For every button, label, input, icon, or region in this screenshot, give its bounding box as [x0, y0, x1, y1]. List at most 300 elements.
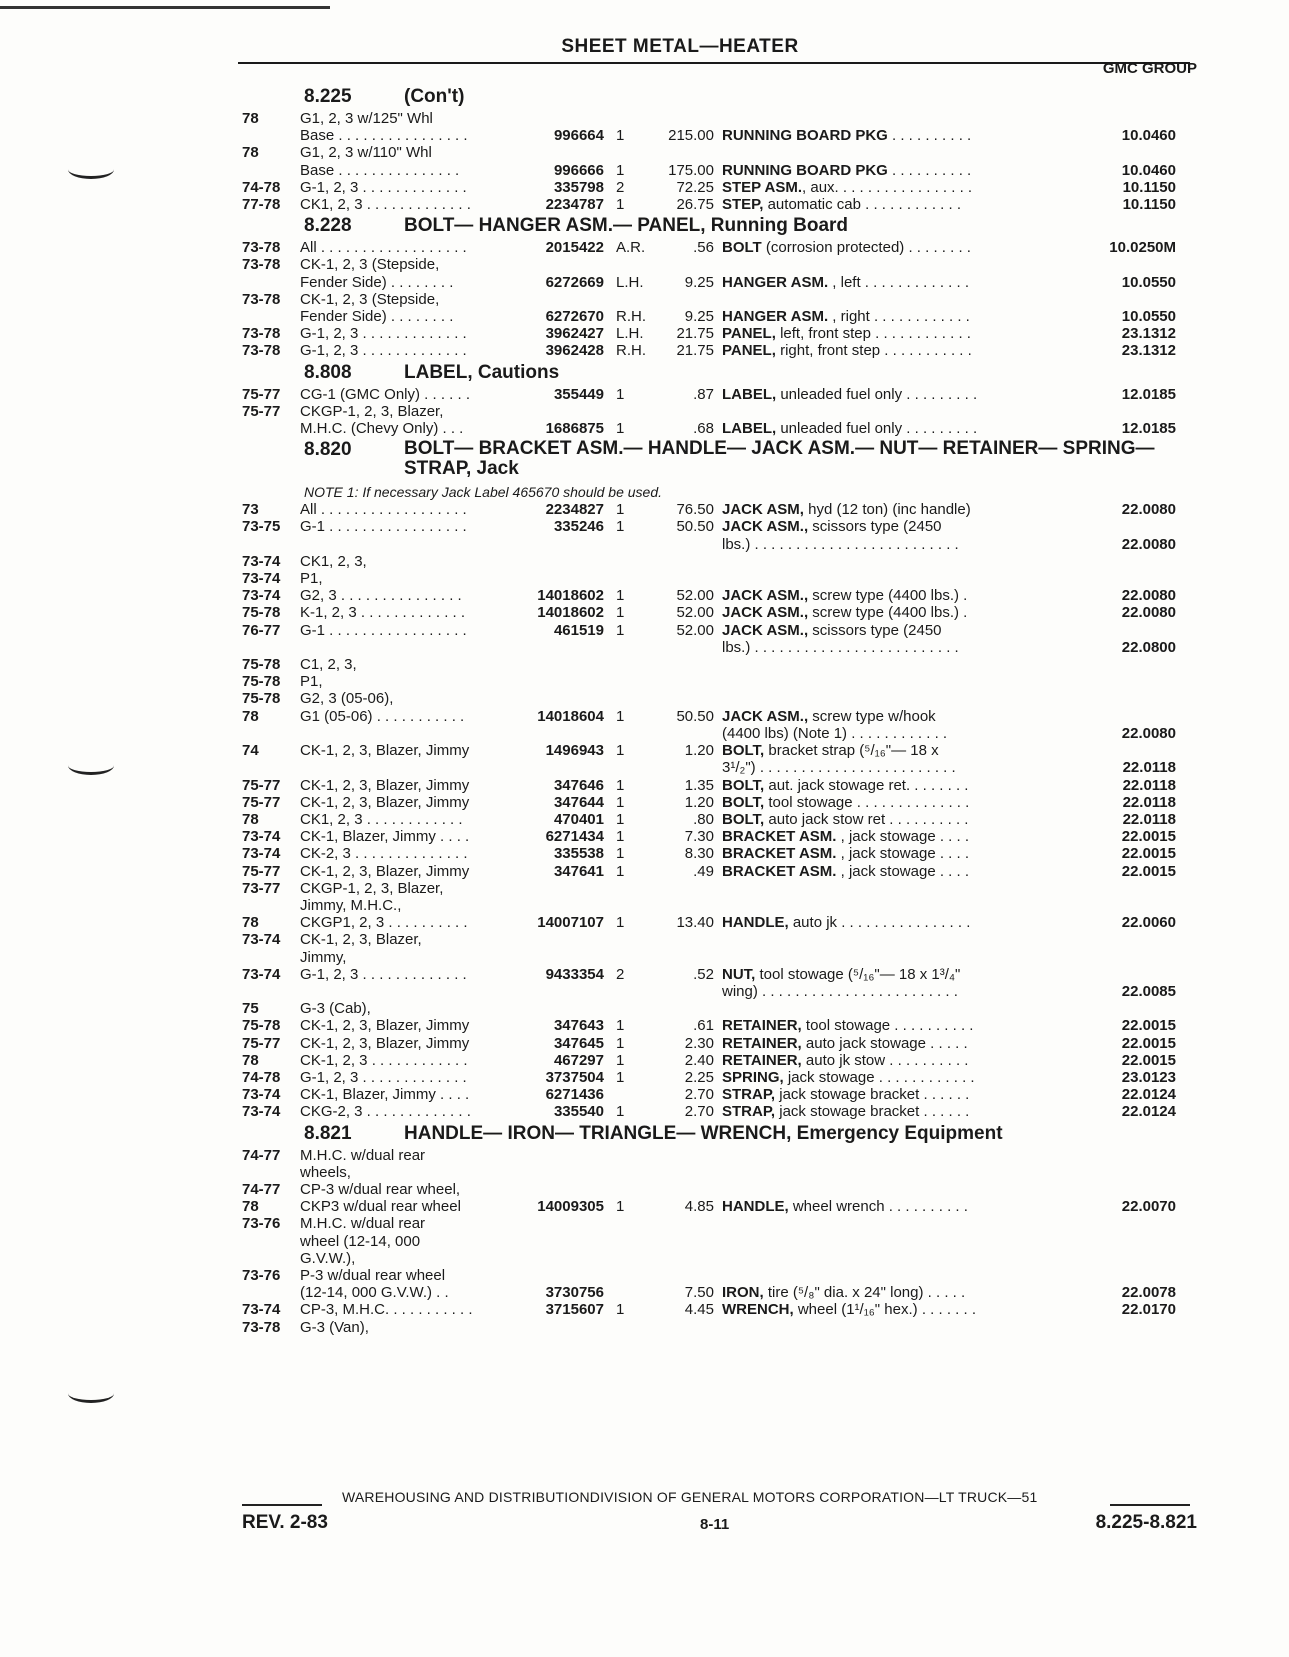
part-number	[518, 553, 604, 570]
model-application: CK-1, 2, 3, Blazer, Jimmy	[300, 1017, 470, 1035]
quantity	[604, 880, 644, 897]
part-description	[714, 570, 1036, 587]
part-description: JACK ASM., screw type w/hook	[722, 707, 936, 725]
model-application: G-1, 2, 3 . . . . . . . . . . . . .	[300, 1068, 467, 1086]
part-name: BRACKET ASM.	[722, 845, 837, 863]
model-application: G-1 . . . . . . . . . . . . . . . . .	[300, 621, 467, 639]
quantity: 1	[616, 1068, 625, 1086]
part-name: PANEL,	[722, 342, 776, 360]
part-number	[518, 110, 604, 127]
part-description	[714, 291, 1036, 308]
price	[644, 1250, 714, 1267]
quantity: 1	[616, 501, 625, 519]
model-application: wheels,	[300, 1163, 351, 1181]
part-description	[714, 1319, 1036, 1336]
part-description	[714, 690, 1036, 707]
reference-code: 10.0550	[1121, 273, 1176, 291]
reference-code: 22.0015	[1121, 828, 1176, 846]
reference-code: 22.0078	[1121, 1284, 1176, 1302]
quantity	[604, 1147, 644, 1164]
parts-row	[242, 914, 1192, 931]
binder-hole-mark	[68, 756, 114, 775]
model-application: K-1, 2, 3 . . . . . . . . . . . . .	[300, 604, 466, 622]
part-number: 996666	[553, 161, 604, 179]
reference-code: 22.0060	[1121, 914, 1176, 932]
reference-code	[1036, 144, 1176, 161]
model-application	[300, 639, 518, 656]
parts-row	[242, 386, 1192, 403]
section-title: BOLT— HANGER ASM.— PANEL, Running Board	[404, 215, 849, 237]
quantity	[604, 144, 644, 161]
quantity	[604, 291, 644, 308]
price	[644, 144, 714, 161]
price	[644, 1319, 714, 1336]
part-number: 347646	[553, 776, 604, 794]
model-year: 73-74	[242, 1103, 281, 1121]
model-year: 73-74	[242, 1301, 281, 1319]
part-number: 1496943	[545, 742, 604, 760]
reference-code	[1036, 1233, 1176, 1250]
part-name: LABEL,	[722, 385, 777, 403]
part-description: STRAP, jack stowage bracket . . . . . .	[722, 1103, 970, 1121]
part-name: WRENCH,	[722, 1301, 794, 1319]
part-number: 2234787	[545, 196, 604, 214]
part-number: 6271436	[545, 1086, 604, 1104]
reference-code: 22.0118	[1122, 793, 1176, 811]
price: 9.25	[684, 308, 714, 326]
reference-code: 22.0015	[1121, 1017, 1176, 1035]
price	[644, 403, 714, 420]
quantity: 1	[616, 828, 625, 846]
part-number	[518, 897, 604, 914]
model-year	[242, 536, 300, 553]
section-note: NOTE 1: If necessary Jack Label 465670 should be used.	[304, 484, 662, 501]
reference-code	[1036, 742, 1176, 759]
model-application: G-1, 2, 3 . . . . . . . . . . . . .	[300, 178, 467, 196]
quantity: 1	[616, 914, 625, 932]
model-year: 73-78	[242, 325, 281, 343]
part-number: 335538	[553, 845, 604, 863]
part-name: HANDLE,	[722, 914, 789, 932]
part-number	[518, 144, 604, 161]
model-year	[242, 420, 300, 437]
quantity	[604, 1164, 644, 1181]
part-description: LABEL, unleaded fuel only . . . . . . . . .	[722, 385, 978, 403]
model-year: 76-77	[242, 621, 281, 639]
model-year: 78	[242, 110, 259, 127]
part-number	[518, 656, 604, 673]
model-application: CK-1, 2, 3 (Stepside,	[300, 256, 440, 274]
parts-row	[242, 1181, 1192, 1198]
model-application	[300, 759, 518, 776]
section-heading	[242, 362, 1192, 386]
page-title: SHEET METAL—HEATER	[561, 36, 799, 57]
quantity: 1	[616, 742, 625, 760]
part-description: BRACKET ASM. , jack stowage . . . .	[722, 862, 970, 880]
model-application: G1, 2, 3 w/125" Whl	[300, 110, 433, 127]
parts-row	[242, 1319, 1192, 1336]
part-name: BRACKET ASM.	[722, 862, 837, 880]
section-heading	[242, 439, 1192, 483]
price	[644, 673, 714, 690]
parts-row	[242, 863, 1192, 880]
parts-row	[242, 308, 1192, 325]
part-name: HANDLE,	[722, 1198, 789, 1216]
model-year: 73-75	[242, 518, 281, 536]
parts-row	[242, 1250, 1192, 1267]
model-year: 75-77	[242, 862, 281, 880]
price	[644, 1000, 714, 1017]
model-year	[242, 949, 300, 966]
revision-label: REV. 2-83	[242, 1512, 328, 1533]
reference-code: 10.0550	[1121, 308, 1176, 326]
quantity: 1	[616, 196, 625, 214]
model-year: 78	[242, 707, 259, 725]
section-title: LABEL, Cautions	[404, 361, 560, 383]
part-description: 3¹/₂") . . . . . . . . . . . . . . . . . . . . . . . .	[722, 759, 956, 777]
part-description: HANDLE, auto jk . . . . . . . . . . . . . . . .	[722, 914, 971, 932]
quantity: 1	[616, 587, 625, 605]
model-application: CK1, 2, 3 . . . . . . . . . . . .	[300, 810, 463, 828]
part-description: JACK ASM., screw type (4400 lbs.) .	[722, 587, 968, 605]
part-description: IRON, tire (⁵/₈" dia. x 24" long) . . . . .	[722, 1284, 966, 1302]
quantity: 1	[616, 385, 625, 403]
reference-code	[1036, 673, 1176, 690]
part-number: 3730756	[545, 1284, 604, 1302]
reference-code	[1036, 1000, 1176, 1017]
model-year	[242, 1250, 300, 1267]
part-description	[714, 1147, 1036, 1164]
price: 4.85	[684, 1198, 714, 1216]
part-description	[714, 1267, 1036, 1284]
model-application: CK-1, 2, 3, Blazer, Jimmy	[300, 862, 470, 880]
model-application: CK-1, 2, 3, Blazer,	[300, 931, 422, 949]
model-application: Base . . . . . . . . . . . . . . . .	[300, 127, 468, 145]
reference-code: 10.1150	[1122, 196, 1176, 214]
model-year	[242, 308, 300, 325]
reference-code: 22.0170	[1121, 1301, 1176, 1319]
quantity	[604, 553, 644, 570]
model-application: G-3 (Cab),	[300, 1000, 371, 1018]
parts-row	[242, 325, 1192, 342]
parts-row	[242, 794, 1192, 811]
part-description: BRACKET ASM. , jack stowage . . . .	[722, 845, 970, 863]
part-name: NUT,	[722, 965, 756, 983]
part-number	[518, 1319, 604, 1336]
part-number	[518, 1233, 604, 1250]
part-description	[714, 403, 1036, 420]
part-number	[518, 570, 604, 587]
model-application: CK-1, 2, 3 . . . . . . . . . . . .	[300, 1051, 468, 1069]
model-application: CK1, 2, 3 . . . . . . . . . . . . .	[300, 196, 471, 214]
reference-code: 22.0118	[1122, 759, 1176, 777]
reference-code	[1036, 690, 1176, 707]
parts-row	[242, 1052, 1192, 1069]
model-application	[300, 725, 518, 742]
model-application: CKGP1, 2, 3 . . . . . . . . . .	[300, 914, 468, 932]
part-number: 347643	[553, 1017, 604, 1035]
part-description: HANDLE, wheel wrench . . . . . . . . . .	[722, 1198, 968, 1216]
reference-code: 10.0460	[1121, 161, 1176, 179]
part-number	[518, 291, 604, 308]
reference-code: 12.0185	[1121, 385, 1176, 403]
model-application: CK-2, 3 . . . . . . . . . . . . . .	[300, 845, 468, 863]
part-name: RETAINER,	[722, 1051, 802, 1069]
reference-code: 10.0250M	[1109, 239, 1176, 257]
section-title: HANDLE— IRON— TRIANGLE— WRENCH, Emergency Equipment	[404, 1122, 1003, 1144]
parts-row	[242, 1164, 1192, 1181]
price	[644, 880, 714, 897]
price: 76.50	[676, 501, 714, 519]
part-description	[714, 110, 1036, 127]
part-number: 3962428	[545, 342, 604, 360]
part-number	[518, 639, 604, 656]
model-year	[242, 162, 300, 179]
reference-code	[1036, 966, 1176, 983]
parts-row	[242, 1198, 1192, 1215]
section-heading	[242, 215, 1192, 239]
model-year: 74-77	[242, 1146, 281, 1164]
model-year	[242, 725, 300, 742]
section-heading	[242, 1123, 1192, 1147]
price	[644, 536, 714, 553]
quantity	[604, 1000, 644, 1017]
price: 2.30	[684, 1034, 714, 1052]
part-number	[518, 725, 604, 742]
part-number	[518, 1000, 604, 1017]
part-number	[518, 1147, 604, 1164]
parts-row	[242, 1147, 1192, 1164]
reference-code	[1036, 553, 1176, 570]
parts-row	[242, 949, 1192, 966]
model-application: M.H.C. (Chevy Only) . . .	[300, 420, 464, 438]
part-number: 335540	[553, 1103, 604, 1121]
price: 1.35	[684, 776, 714, 794]
part-name: JACK ASM,	[722, 501, 804, 519]
parts-row	[242, 983, 1192, 1000]
part-number	[518, 931, 604, 948]
model-year: 75-77	[242, 793, 281, 811]
part-name: STRAP,	[722, 1103, 776, 1121]
model-year: 73-76	[242, 1215, 281, 1233]
model-year: 78	[242, 1051, 259, 1069]
part-name: RUNNING BOARD PKG	[722, 127, 888, 145]
model-year: 74-77	[242, 1180, 281, 1198]
model-year	[242, 127, 300, 144]
parts-row	[242, 570, 1192, 587]
price	[644, 1233, 714, 1250]
price: .61	[693, 1017, 714, 1035]
parts-row	[242, 256, 1192, 273]
reference-code	[1036, 570, 1176, 587]
quantity	[604, 536, 644, 553]
part-description	[714, 897, 1036, 914]
model-application: G-1, 2, 3 . . . . . . . . . . . . .	[300, 342, 467, 360]
part-description: JACK ASM, hyd (12 ton) (inc handle)	[722, 501, 971, 519]
reference-code: 22.0118	[1122, 776, 1176, 794]
parts-row	[242, 690, 1192, 707]
reference-code	[1036, 708, 1176, 725]
reference-code	[1036, 110, 1176, 127]
reference-code: 22.0080	[1121, 501, 1176, 519]
price: 2.70	[684, 1103, 714, 1121]
part-number: 470401	[553, 810, 604, 828]
model-year: 73-74	[242, 845, 281, 863]
part-number: 335798	[553, 178, 604, 196]
price	[644, 110, 714, 127]
reference-code	[1036, 1267, 1176, 1284]
part-number	[518, 536, 604, 553]
model-application: CK-1, Blazer, Jimmy . . . .	[300, 1086, 470, 1104]
parts-row	[242, 179, 1192, 196]
part-name: JACK ASM.,	[722, 621, 809, 639]
price: 52.00	[676, 604, 714, 622]
part-description: HANGER ASM. , left . . . . . . . . . . . . .	[722, 273, 969, 291]
quantity: 1	[616, 621, 625, 639]
part-name: SPRING,	[722, 1068, 784, 1086]
part-number	[518, 1181, 604, 1198]
price: .52	[693, 965, 714, 983]
price: 21.75	[676, 342, 714, 360]
reference-code: 23.1312	[1121, 342, 1176, 360]
part-description: RETAINER, tool stowage . . . . . . . . . .	[722, 1017, 974, 1035]
quantity: 2	[616, 965, 625, 983]
parts-row	[242, 604, 1192, 621]
model-year: 73-74	[242, 1086, 281, 1104]
price: 1.20	[684, 742, 714, 760]
section-number: 8.808	[304, 361, 352, 383]
part-name: JACK ASM.,	[722, 604, 809, 622]
parts-row	[242, 1017, 1192, 1034]
model-year	[242, 1233, 300, 1250]
reference-code	[1036, 931, 1176, 948]
model-application: P-3 w/dual rear wheel	[300, 1266, 446, 1284]
price: 50.50	[676, 518, 714, 536]
part-description: lbs.) . . . . . . . . . . . . . . . . . . . . . . . . .	[722, 535, 959, 553]
part-description: SPRING, jack stowage . . . . . . . . . . . .	[722, 1068, 975, 1086]
model-application: G-3 (Van),	[300, 1318, 369, 1336]
price: 13.40	[676, 914, 714, 932]
price	[644, 1267, 714, 1284]
price	[644, 983, 714, 1000]
part-name: BOLT,	[722, 793, 765, 811]
part-description: BOLT, auto jack stow ret . . . . . . . . . .	[722, 810, 969, 828]
part-number	[518, 1250, 604, 1267]
part-name: STRAP,	[722, 1086, 776, 1104]
model-application: (12-14, 000 G.V.W.) . .	[300, 1284, 449, 1302]
quantity: 1	[616, 776, 625, 794]
quantity	[604, 949, 644, 966]
parts-row	[242, 673, 1192, 690]
part-description: PANEL, right, front step . . . . . . . . . . .	[722, 342, 972, 360]
model-application: CKGP-1, 2, 3, Blazer,	[300, 879, 444, 897]
part-description: lbs.) . . . . . . . . . . . . . . . . . . . . . . . . .	[722, 638, 959, 656]
reference-code: 22.0015	[1121, 862, 1176, 880]
model-year: 78	[242, 810, 259, 828]
price	[644, 1147, 714, 1164]
header-rule	[238, 62, 1190, 64]
part-description: NUT, tool stowage (⁵/₁₆"— 18 x 1³/₄"	[722, 965, 961, 983]
part-number: 3962427	[545, 325, 604, 343]
parts-row	[242, 777, 1192, 794]
section-title: (Con't)	[404, 86, 465, 107]
price: 50.50	[676, 707, 714, 725]
part-number	[518, 1267, 604, 1284]
quantity: 1	[616, 793, 625, 811]
section-range: 8.225-8.821	[1095, 1512, 1197, 1533]
part-description: BOLT (corrosion protected) . . . . . . . .	[722, 239, 971, 257]
reference-code: 22.0015	[1121, 1051, 1176, 1069]
parts-row	[242, 845, 1192, 862]
model-year	[242, 639, 300, 656]
part-number: 14018602	[537, 604, 604, 622]
part-description: JACK ASM., scissors type (2450	[722, 518, 942, 536]
part-number: 6271434	[545, 828, 604, 846]
parts-row	[242, 759, 1192, 776]
model-year: 75-77	[242, 385, 281, 403]
quantity	[604, 690, 644, 707]
part-description	[714, 949, 1036, 966]
price: 9.25	[684, 273, 714, 291]
price: 7.50	[684, 1284, 714, 1302]
price	[644, 553, 714, 570]
quantity: 1	[616, 127, 625, 145]
part-number: 2234827	[545, 501, 604, 519]
parts-row	[242, 1069, 1192, 1086]
quantity: R.H.	[616, 308, 646, 326]
model-year: 75-78	[242, 1017, 281, 1035]
model-application: M.H.C. w/dual rear	[300, 1146, 426, 1164]
parts-row	[242, 708, 1192, 725]
model-application: G.V.W.),	[300, 1249, 356, 1267]
model-year: 74	[242, 742, 259, 760]
part-number: 14018604	[537, 707, 604, 725]
model-year: 75	[242, 1000, 259, 1018]
part-description: RETAINER, auto jack stowage . . . . .	[722, 1034, 968, 1052]
quantity	[604, 656, 644, 673]
reference-code	[1036, 656, 1176, 673]
model-application: G2, 3 (05-06),	[300, 690, 394, 708]
reference-code: 22.0080	[1121, 535, 1176, 553]
price: 2.70	[684, 1086, 714, 1104]
section-number: 8.820	[304, 439, 352, 461]
model-year: 73-77	[242, 879, 281, 897]
model-application: Jimmy, M.H.C.,	[300, 896, 402, 914]
quantity	[604, 1215, 644, 1232]
model-year: 77-78	[242, 196, 281, 214]
quantity	[604, 1233, 644, 1250]
price	[644, 656, 714, 673]
part-number: 996664	[553, 127, 604, 145]
price: 8.30	[684, 845, 714, 863]
part-number: 347644	[553, 793, 604, 811]
price: .56	[693, 239, 714, 257]
quantity	[604, 897, 644, 914]
model-year: 73-76	[242, 1266, 281, 1284]
part-description: RUNNING BOARD PKG . . . . . . . . . .	[722, 127, 972, 145]
price	[644, 725, 714, 742]
reference-code	[1036, 622, 1176, 639]
model-application: P1,	[300, 673, 323, 691]
quantity	[604, 759, 644, 776]
part-number	[518, 983, 604, 1000]
part-description: BOLT, bracket strap (⁵/₁₆"— 18 x	[722, 742, 939, 760]
parts-row	[242, 897, 1192, 914]
quantity: L.H.	[616, 273, 644, 291]
reference-code	[1036, 1181, 1176, 1198]
reference-code: 22.0015	[1121, 1034, 1176, 1052]
section-number: 8.821	[304, 1122, 352, 1144]
